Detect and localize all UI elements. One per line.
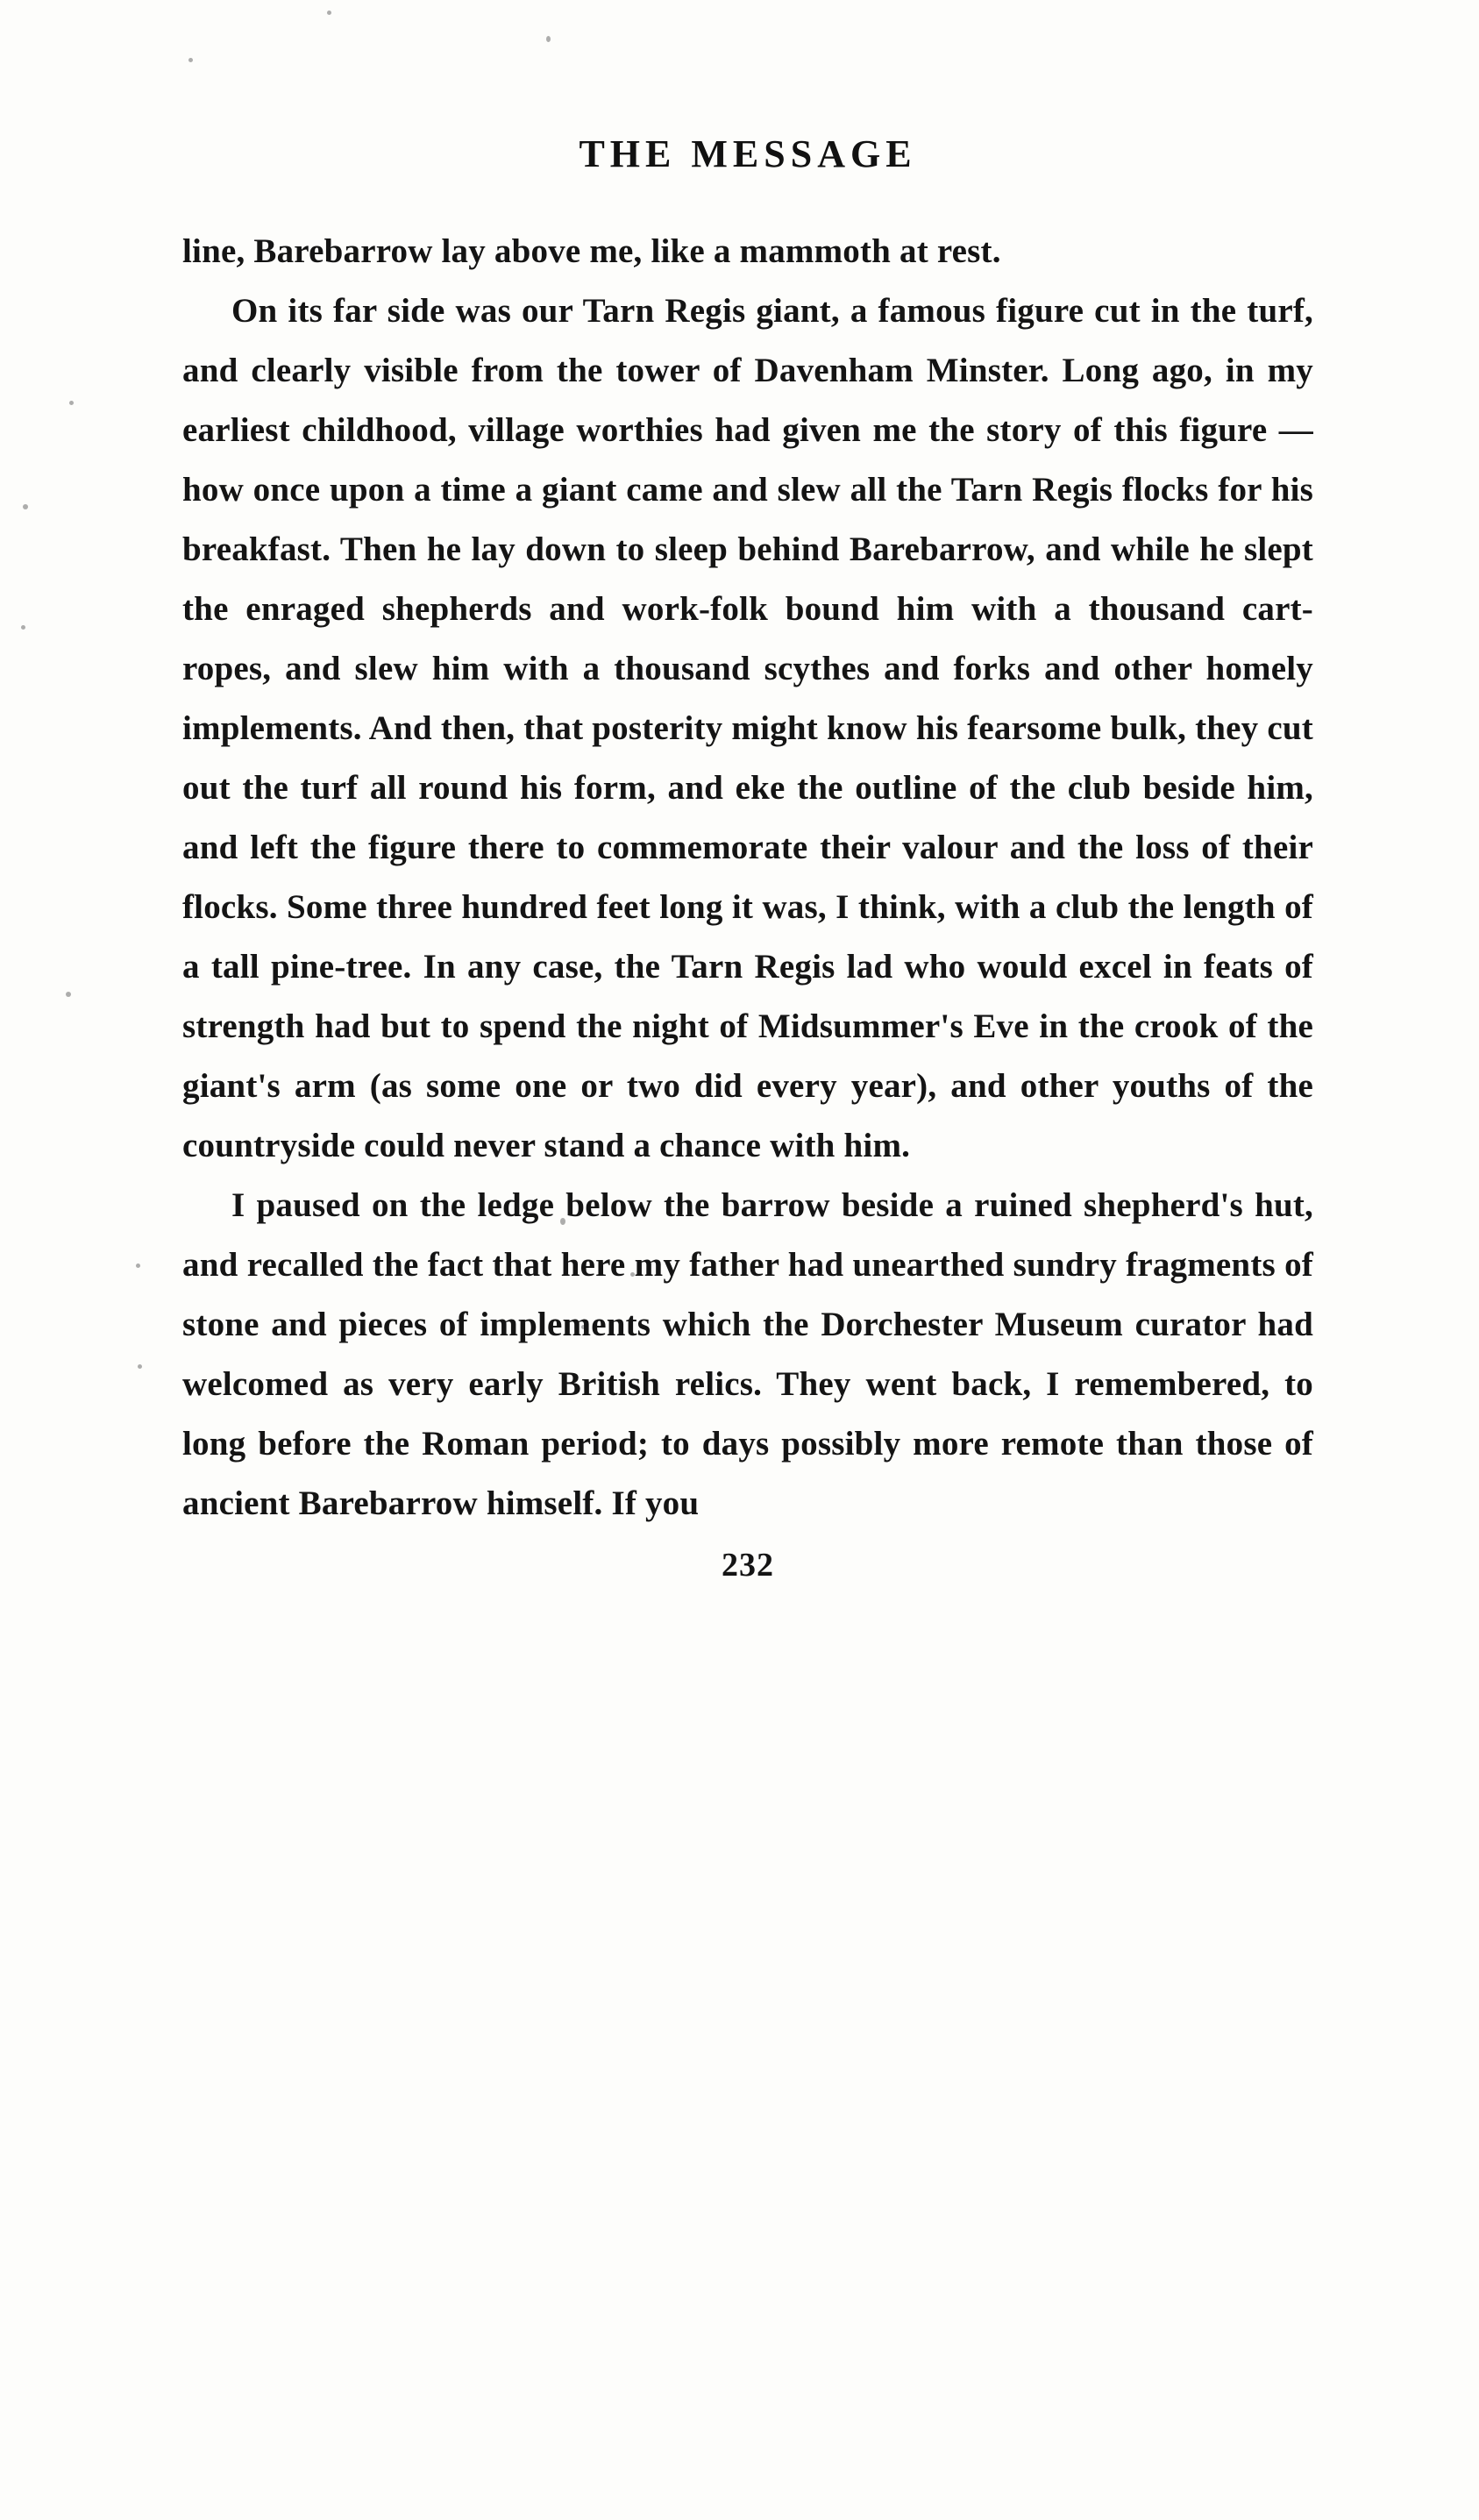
print-speck xyxy=(66,992,71,997)
page-number: 232 xyxy=(722,1547,774,1584)
print-speck xyxy=(546,36,551,42)
body-text xyxy=(182,222,1313,1534)
print-speck xyxy=(327,11,331,15)
paragraph: I paused on the ledge below the barrow beside a ruined shepherd's hut, and recalled the fact that here my father had unearthed sundry fragments of stone and pieces of implements which the Dorchester Museum curator had welcomed as very early British relics. They went back, I remembered, to long before the Roman period; to days possibly more remote than those of ancient Barebarrow himself. If you xyxy=(182,1186,1313,1522)
print-speck xyxy=(69,401,74,405)
print-speck xyxy=(21,625,25,630)
print-speck xyxy=(188,58,193,62)
page-title: THE MESSAGE xyxy=(579,132,917,175)
paragraph: On its far side was our Tarn Regis giant, a famous figure cut in the turf, and clearly visible from the tower of Davenham Minster. Long ago, in my earliest childhood, village worthies had given me the story of this figure — how once upon a time a giant came and slew all the Tarn Regis flocks for his breakfast. Then he lay down to sleep behind Barebarrow, and while he slept the enraged shepherds and work-folk bound him with a thousand cart-ropes, and slew him with a thousand scythes and forks and other homely implements. And then, that posterity might know his fearsome bulk, they cut out the turf all round his form, and eke the outline of the club beside him, and left the figure there to commemorate their valour and the loss of their flocks. Some three hundred feet long it was, I think, with a club the length of a tall pine-tree. In any case, the Tarn Regis lad who would excel in feats of strength had but to spend the night of Midsummer's Eve in the crook of the giant's arm (as some one or two did every year), and other youths of the countryside could never stand a chance with him. xyxy=(182,292,1313,1164)
paragraph: line, Barebarrow lay above me, like a mammoth at rest. xyxy=(182,232,1001,270)
print-speck xyxy=(23,504,28,509)
print-speck xyxy=(138,1364,142,1369)
print-speck xyxy=(136,1264,140,1268)
